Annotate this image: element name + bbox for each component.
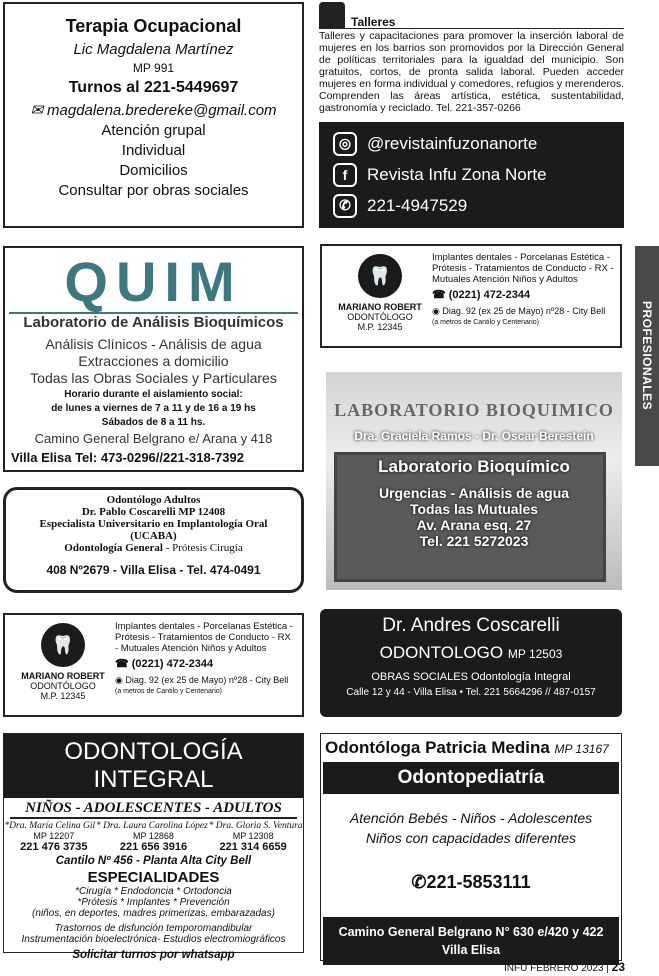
mail-icon: ✉ — [30, 102, 44, 119]
terapia-name: Lic Magdalena Martínez — [73, 41, 234, 58]
integral-mp: MP 12207 — [33, 831, 75, 841]
whatsapp-icon: ✆ — [411, 872, 427, 892]
quim-subtitle: Laboratorio de Análisis Bioquímicos — [9, 312, 298, 331]
terapia-turnos: Turnos al 221-5449697 — [68, 79, 239, 96]
terapia-mp: MP 991 — [132, 61, 175, 75]
talleres-title: Talleres — [351, 15, 396, 29]
robert-name: MARIANO ROBERT — [21, 671, 105, 681]
medina-addr2: Villa Elisa — [441, 943, 501, 957]
andres-address: Calle 12 y 44 - Villa Elisa • Tel. 221 5664296 // 487-0157 — [346, 687, 596, 698]
medina-mp: MP 13167 — [554, 742, 609, 756]
quim-hours: Sábados de 8 a 11 hs. — [101, 417, 206, 428]
pablo-l2: Dr. Pablo Coscarelli MP 12408 — [81, 506, 226, 518]
robert-address: Diag. 92 (ex 25 de Mayo) nº28 - City Bell — [125, 675, 289, 685]
quim-ad — [3, 246, 304, 472]
integral-cta: Solicitar turnos por whatsapp — [72, 949, 235, 961]
andres-name: Dr. Andres Coscarelli — [382, 615, 560, 636]
quim-phones: Villa Elisa Tel: 473-0296//221-318-7392 — [11, 450, 244, 465]
lab-doctors: Dra. Graciela Ramos - Dr. Oscar Berestein — [354, 429, 594, 443]
pablo-l1: Odontólogo Adultos — [106, 494, 201, 506]
integral-mp: MP 12308 — [232, 831, 274, 841]
quim-hours: de lunes a viernes de 7 a 11 y de 16 a 19 hs — [51, 403, 256, 414]
integral-item: Instrumentación bioelectrónica- Estudios electromiográficos — [21, 934, 286, 945]
pablo-l5b: - Prótesis Cirugía — [162, 542, 243, 554]
talleres-body: Talleres y capacitaciones para promover la inserción laboral de mujeres en los barrios son promovidos por la Dirección General de políticas territoriales para la igualdad del municipio. Son gratuitos, cortos, de pronta salida laboral. Pueden acceder mujeres en forma individual y comedores, refugios y merenderos. Comprenden las áreas artística, estética, sustentabilidad, gastronomía y reciclado. Tel. 221-357-0266 — [319, 30, 624, 114]
robert-phone: (0221) 472-2344 — [131, 658, 214, 670]
integral-mp: MP 12868 — [133, 831, 174, 841]
pablo-l5a: Odontología General — [64, 542, 163, 554]
location-icon: ◉ — [115, 675, 126, 685]
terapia-line: Consultar por obras sociales — [58, 182, 249, 199]
facebook-icon: f — [333, 163, 357, 187]
section-marker — [319, 2, 345, 28]
terapia-line: Individual — [121, 142, 186, 159]
robert-ad-2 — [3, 613, 304, 717]
lab-line: Urgencias - Análisis de agua — [378, 485, 570, 501]
robert-phone: (0221) 472-2344 — [448, 289, 531, 301]
pablo-l3: Especialista Universitario en Implantología Oral — [39, 518, 268, 530]
odontologia-integral-ad — [3, 733, 304, 961]
tooth-icon: 🦷 — [358, 254, 402, 298]
integral-item: *Prótesis * Implantes * Prevención — [77, 897, 230, 908]
medina-spec: Odontopediatría — [323, 762, 619, 794]
terapia-line: Atención grupal — [101, 122, 206, 139]
terapia-email: magdalena.bredereke@gmail.com — [47, 101, 277, 119]
robert-role: ODONTÓLOGO — [30, 681, 96, 691]
andres-os: OBRAS SOCIALES Odontología Integral — [371, 671, 571, 683]
integral-item: Trastornos de disfunción temporomandibular — [54, 923, 253, 934]
quim-line: Extracciones a domicilio — [78, 353, 229, 369]
robert-note: (a metros de Cantilo y Centenario) — [432, 319, 539, 326]
pablo-address: 408 Nº2679 - Villa Elisa - Tel. 474-0491 — [46, 563, 261, 577]
terapia-line: Domicilios — [119, 162, 188, 179]
lab-sign: LABORATORIO BIOQUIMICO — [334, 400, 614, 420]
medina-name: Odontóloga Patricia Medina — [325, 738, 550, 757]
integral-phone: 221 476 3735 — [20, 841, 88, 853]
andres-mp: MP 12503 — [507, 647, 563, 661]
quim-line: Todas las Obras Sociales y Particulares — [30, 370, 277, 386]
lab-line: Tel. 221 5272023 — [419, 533, 529, 549]
location-icon: ◉ — [432, 306, 443, 316]
lab-bioquimico-ad — [326, 372, 622, 590]
integral-doctor: * Dra. Gloria S. Ventura — [208, 821, 303, 831]
integral-title: ODONTOLOGÍA INTEGRAL — [4, 734, 303, 798]
medina-l1: Atención Bebés - Niños - Adolescentes — [349, 810, 593, 826]
quim-logo: QUIM — [64, 250, 243, 313]
medina-whatsapp: 221-5853111 — [426, 872, 531, 892]
integral-item: *Cirugía * Endodoncia * Ortodoncia — [75, 886, 232, 897]
medina-l2: Niños con capacidades diferentes — [365, 830, 577, 846]
social-ad — [319, 122, 624, 228]
quim-line: Análisis Clínicos - Análisis de agua — [45, 336, 262, 352]
phone-icon: ☎ — [432, 289, 449, 301]
integral-address: Cantilo Nº 456 - Planta Alta City Bell — [55, 855, 252, 867]
integral-doctor: * Dra. Laura Carolina López — [96, 821, 208, 831]
robert-mp: M.P. 12345 — [357, 322, 403, 332]
robert-services: Implantes dentales - Porcelanas Estética - Prótesis - Tratamientos de Conducto - RX - Mutuales Atención Niños y Adultos — [432, 252, 614, 285]
page-footer: INFU FEBRERO 2023 | 23 — [504, 960, 625, 974]
integral-doctor: *Dra. María Celina Gil — [4, 821, 96, 831]
terapia-email-row — [5, 101, 302, 119]
robert-note: (a metros de Cantilo y Centenario) — [115, 688, 222, 695]
andres-coscarelli-ad — [320, 609, 622, 717]
terapia-ad — [3, 2, 304, 228]
quim-address: Camino General Belgrano e/ Arana y 418 — [34, 431, 273, 446]
section-tab: PROFESIONALES — [635, 246, 659, 466]
integral-item: (niños, en deportes, madres primerizas, embarazadas) — [32, 908, 275, 919]
lab-line: Todas las Mutuales — [409, 501, 539, 517]
terapia-title: Terapia Ocupacional — [65, 16, 242, 36]
tooth-icon: 🦷 — [41, 623, 85, 667]
quim-hours: Horario durante el aislamiento social: — [64, 389, 243, 400]
robert-ad — [320, 244, 622, 348]
robert-role: ODONTÓLOGO — [347, 312, 413, 322]
robert-address: Diag. 92 (ex 25 de Mayo) nº28 - City Bell — [442, 306, 606, 316]
medina-addr1: Camino General Belgrano N° 630 e/420 y 422 — [338, 925, 604, 939]
integral-phone: 221 314 6659 — [219, 841, 287, 853]
robert-mp: M.P. 12345 — [40, 691, 86, 701]
robert-name: MARIANO ROBERT — [338, 302, 422, 312]
facebook-page: Revista Infu Zona Norte — [367, 164, 547, 184]
instagram-icon: ◎ — [333, 132, 357, 156]
issue-label: INFU FEBRERO 2023 — [504, 963, 604, 974]
robert-services: Implantes dentales - Porcelanas Estética - Prótesis - Tratamientos de Conducto - RX - Mutuales Atención Niños y Adultos — [115, 621, 293, 654]
integral-esp: ESPECIALIDADES — [87, 869, 220, 886]
andres-role: ODONTOLOGO — [379, 643, 504, 662]
phone-icon: ☎ — [115, 658, 132, 670]
page-number: 23 — [611, 960, 625, 974]
pablo-coscarelli-ad — [3, 487, 304, 593]
talleres-article — [319, 2, 624, 114]
lab-title: Laboratorio Bioquímico — [378, 457, 570, 476]
integral-ages: NIÑOS - ADOLESCENTES - ADULTOS — [10, 800, 297, 819]
instagram-handle: @revistainfuzonanorte — [367, 133, 538, 153]
medina-ad — [320, 733, 622, 961]
whatsapp-number: 221-4947529 — [367, 195, 468, 215]
pablo-l4: (UCABA) — [130, 530, 177, 542]
whatsapp-icon: ✆ — [333, 194, 357, 218]
integral-phone: 221 656 3916 — [119, 841, 188, 853]
lab-line: Av. Arana esq. 27 — [416, 517, 532, 533]
